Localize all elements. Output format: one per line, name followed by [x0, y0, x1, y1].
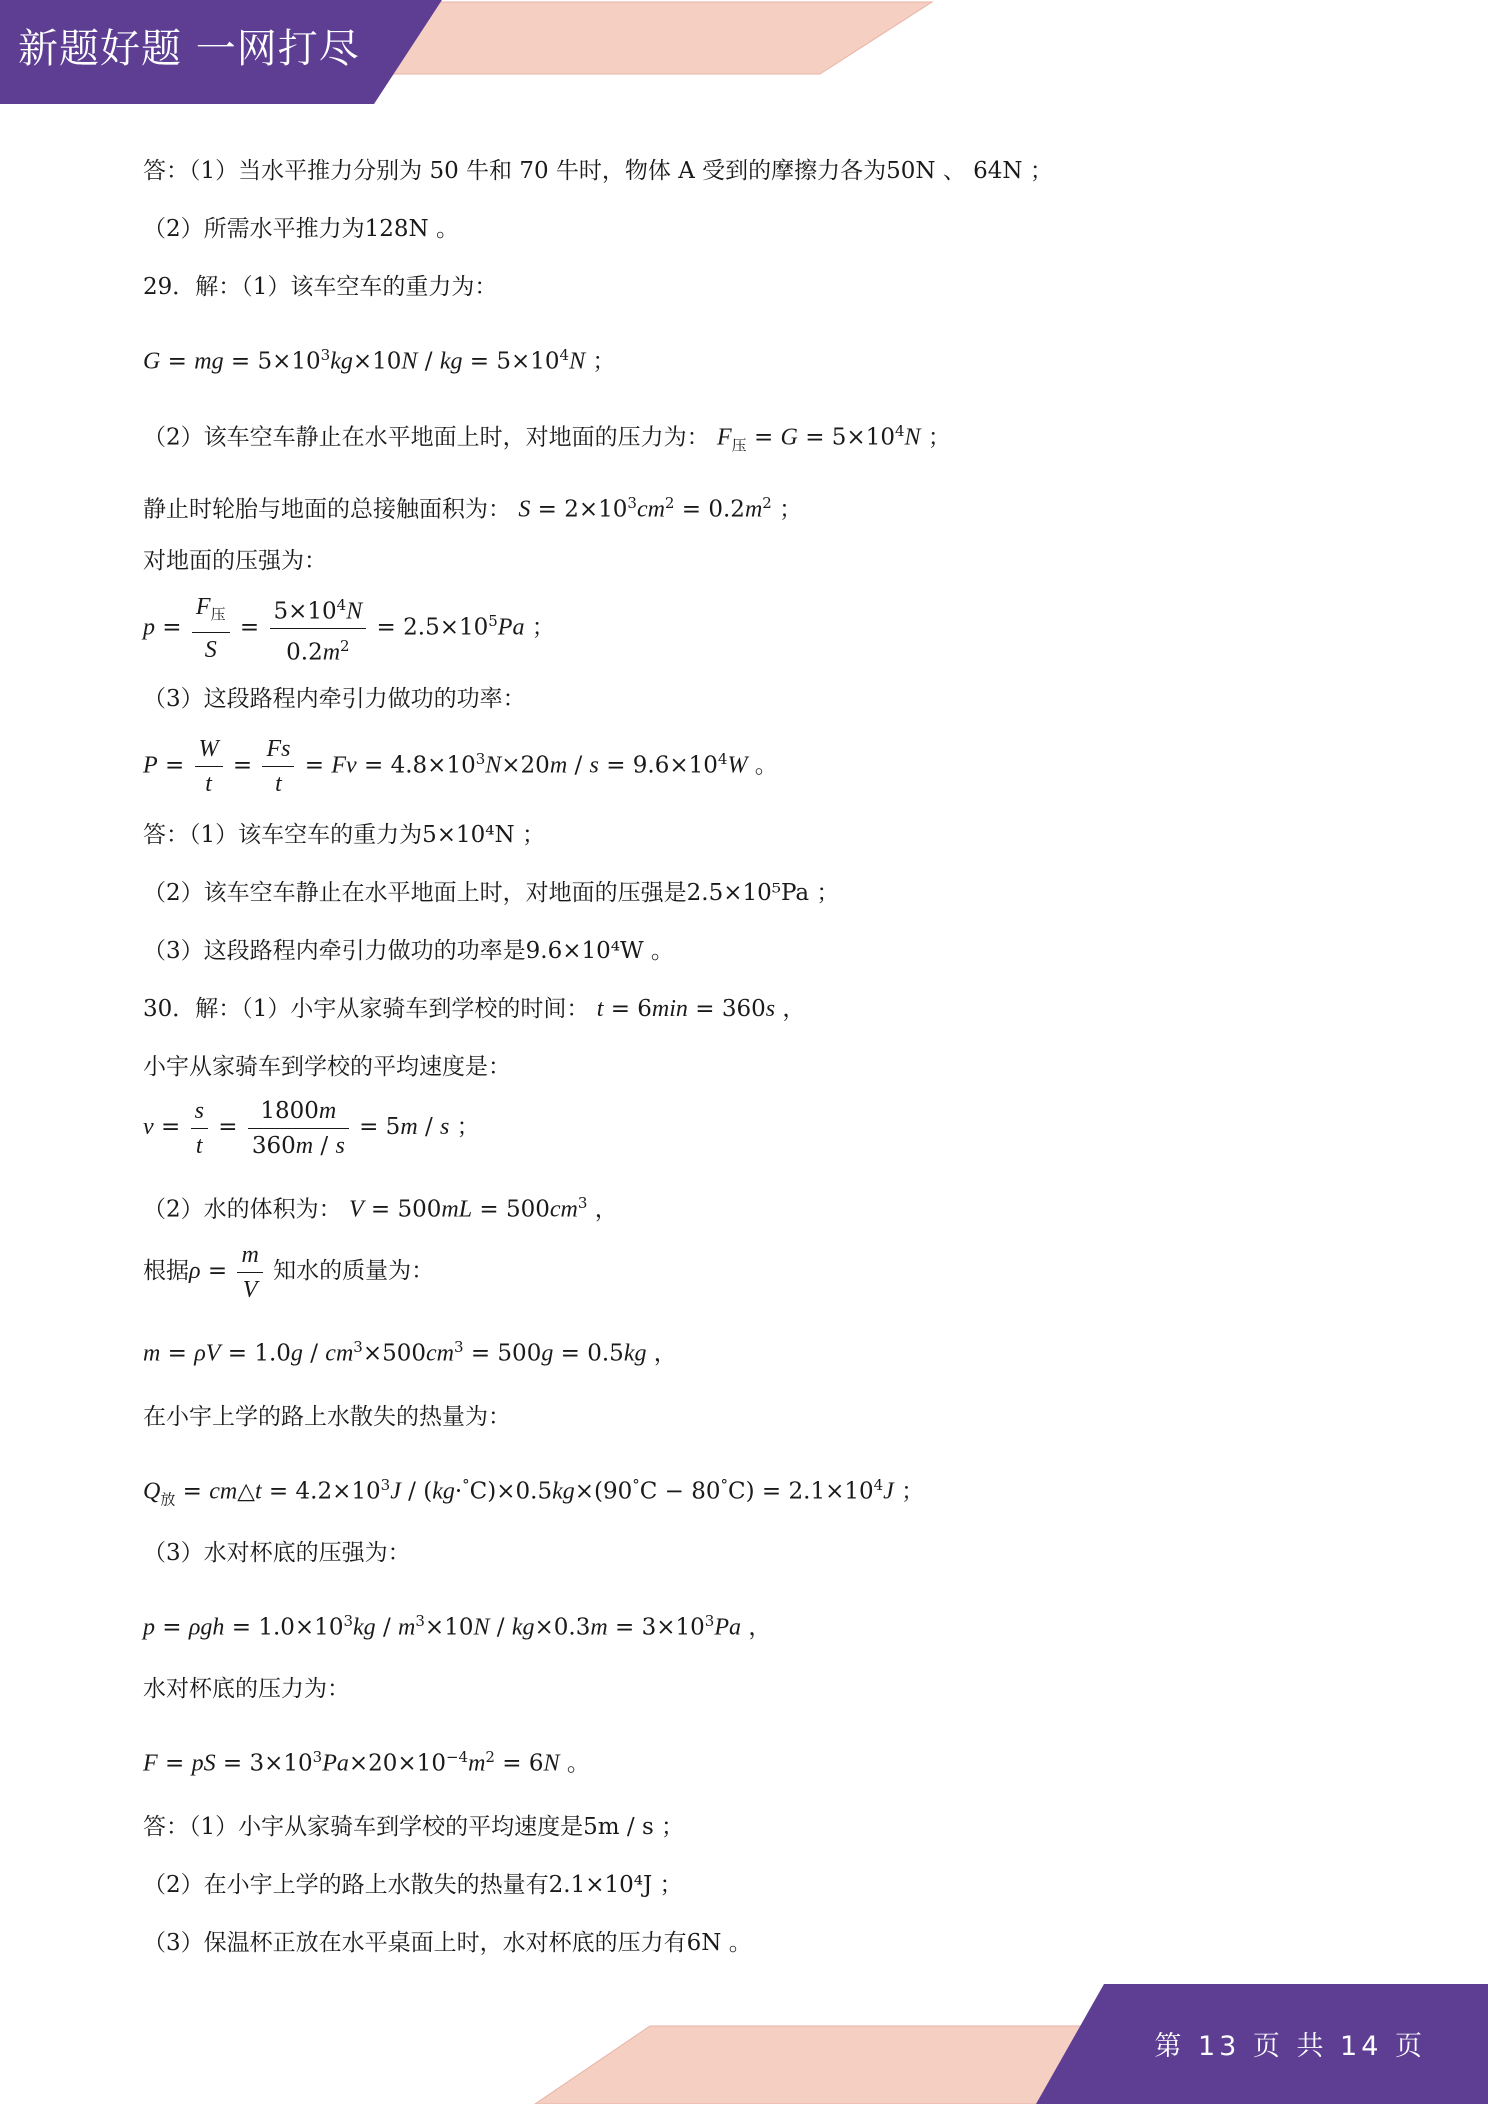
q30-density-text: 根据ρ = $\frac{m}{V}$ 知水的质量为：: [143, 1241, 435, 1303]
q30-force-label: 水对杯底的压力为：: [143, 1676, 350, 1702]
header-banner: [0, 0, 1488, 110]
q30-water-pressure-formula: $p = \rho gh = 1.0\times 10^3kg / m^3\times 10N / kg\times 0.3m = 3\times 10^3Pa$ ，: [143, 1612, 772, 1641]
q28-answer-2: （2）所需水平推力为128N 。: [143, 216, 459, 242]
q29-step2: （2）该车空车静止在水平地面上时，对地面的压力为： $F_压 = G = 5\times 10^4N$ ；: [143, 422, 951, 455]
fraction: $\frac{Fs}{t}$: [262, 734, 294, 799]
q29-intro: 29．解：（1）该车空车的重力为：: [143, 274, 498, 300]
page-indicator: 第 13 页 共 14 页: [1154, 2031, 1426, 2062]
q30-time: 30．解：（1）小宇从家骑车到学校的时间： t = 6min = 360s ，: [143, 996, 806, 1022]
q29-area: 静止时轮胎与地面的总接触面积为： $S = 2\times 10^3cm^2 = 0.2m^2$ ；: [143, 494, 803, 523]
q29-answer-3: （3）这段路程内牵引力做功的功率是9.6×10⁴W 。: [143, 938, 674, 964]
q29-step3-label: （3）这段路程内牵引力做功的功率：: [143, 686, 526, 712]
q29-area-prefix: 静止时轮胎与地面的总接触面积为：: [143, 496, 511, 523]
q30-answer-1: 答：（1）小宇从家骑车到学校的平均速度是5m / s ；: [143, 1814, 685, 1840]
fraction: $\frac{W}{t}$: [195, 734, 223, 799]
fraction: $\frac{m}{V}$: [237, 1240, 262, 1305]
fraction: $\frac{F_压}{S}$: [192, 592, 230, 665]
q30-force-formula: F = pS = $3\times 10^3Pa\times 20\times 10^{-4}m^2 = 6N$ 。: [143, 1748, 590, 1777]
q30-speed-label: 小宇从家骑车到学校的平均速度是：: [143, 1054, 511, 1080]
q30-heat-formula: $Q_放$ = cm△t = $4.2\times 10^3J / (kg\cdot^\circ C)\times 0.5kg\times(90^\circ C - 80^\circ C) = 2.1\times 10^4J$ ；: [143, 1476, 925, 1509]
q29-answer-1: 答：（1）该车空车的重力为5×10⁴N ；: [143, 822, 545, 848]
q30-volume-prefix: （2）水的体积为：: [143, 1196, 342, 1223]
q29-step2-prefix: （2）该车空车静止在水平地面上时，对地面的压力为：: [143, 424, 710, 451]
q29-power-formula: P = $\frac{W}{t}$ = $\frac{Fs}{t}$ = $Fv = 4.8\times 10^3N\times 20m / s = 9.6\times 10^4W$ 。: [143, 736, 778, 798]
q30-mass-formula: $m = \rho V = 1.0g / cm^3\times 500cm^3 = 500g = 0.5kg$ ，: [143, 1338, 677, 1367]
q30-answer-3: （3）保温杯正放在水平桌面上时，水对杯底的压力有6N 。: [143, 1930, 752, 1956]
q30-step3-label: （3）水对杯底的压强为：: [143, 1540, 411, 1566]
brand-title: 新题好题 一网打尽: [18, 26, 360, 72]
q30-answer-2: （2）在小宇上学的路上水散失的热量有2.1×10⁴J ；: [143, 1872, 683, 1898]
q29-pressure-formula: p = $\frac{F_压}{S}$ = $\frac{5\times 10^4N}{0.2m^2}$ = $2.5\times 10^5Pa$ ；: [143, 586, 555, 668]
q30-intro: 30．解：（1）小宇从家骑车到学校的时间：: [143, 996, 590, 1022]
fraction: $\frac{1800m}{360m / s}$: [248, 1096, 349, 1161]
q29-gravity-formula: G = mg = $5\times 10^3kg\times 10N$ / kg = $5\times 10^4N$ ；: [143, 346, 616, 375]
q29-answer-2: （2）该车空车静止在水平地面上时，对地面的压强是2.5×10⁵Pa ；: [143, 880, 840, 906]
q28-answer-1: 答：（1）当水平推力分别为 50 牛和 70 牛时，物体 A 受到的摩擦力各为50N 、 64N ；: [143, 158, 1053, 184]
fraction: $\frac{5\times 10^4N}{0.2m^2}$: [270, 590, 367, 668]
fraction: $\frac{s}{t}$: [191, 1096, 208, 1161]
q30-heat-label: 在小宇上学的路上水散失的热量为：: [143, 1404, 511, 1430]
q30-speed-formula: v = $\frac{s}{t}$ = $\frac{1800m}{360m / s}$ = 5m / s ；: [143, 1097, 480, 1159]
q29-pressure-label: 对地面的压强为：: [143, 548, 327, 574]
q30-volume: （2）水的体积为： $V = 500mL = 500cm^3$ ，: [143, 1194, 618, 1223]
